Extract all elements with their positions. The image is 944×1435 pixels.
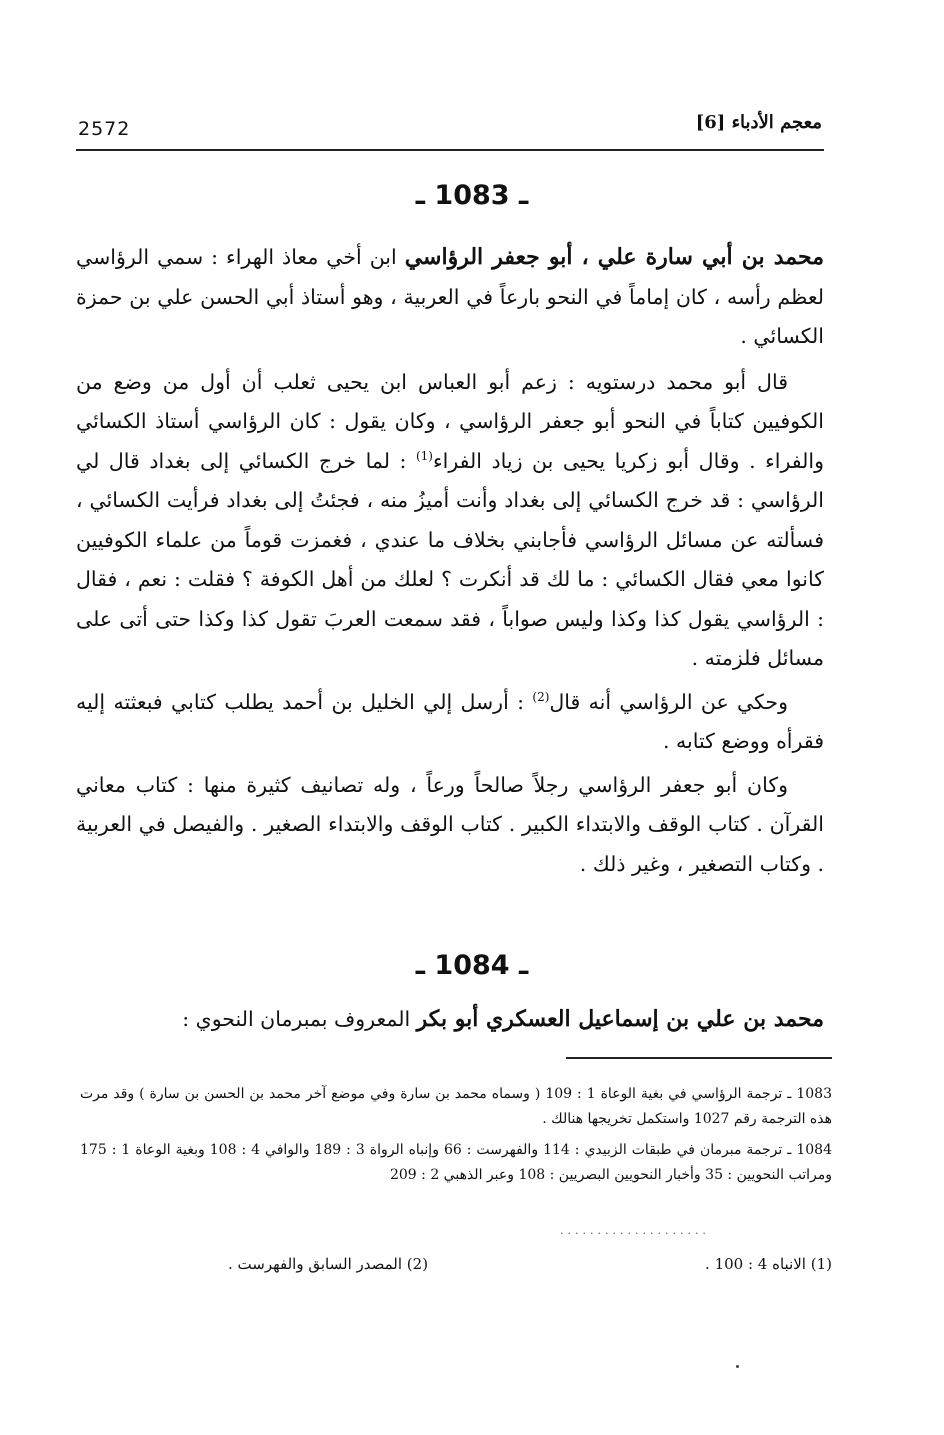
footnote-note-2: (2) المصدر السابق والفهرست . — [228, 1255, 429, 1273]
footnote-marker-2: (2) — [532, 689, 550, 704]
footnote-1084: 1084 ـ ترجمة مبرمان في طبقات الزبيدي : 114 والفهرست : 66 وإنباه الرواة 3 : 189 والوافي 4 : 108 وبغية الوعاة 1 : 175 ومراتب النحويين : 35 وأخبار النحويين البصريين : 108 وعبر الذهبي 2 : 209 — [80, 1142, 832, 1183]
entry-1084-intro-text: المعروف بمبرمان النحوي : — [182, 1007, 417, 1031]
entry-1083-intro-text: ابن أخي معاذ الهراء : سمي الرؤاسي لعظم رأسه ، كان إماماً في النحو بارعاً في العربية ، وهو أستاذ أبي الحسن علي بن حمزة الكسائي . — [76, 245, 824, 348]
entry-number-1083: ـ 1083 ـ — [415, 180, 529, 211]
entry-1083-heading: محمد بن أبي سارة علي ، أبو جعفر الرؤاسي — [404, 244, 824, 270]
header-divider — [76, 149, 824, 151]
paragraph-3-text-b: : أرسل إلي الخليل بن أحمد يطلب كتابي فبعثته إليه فقرأه ووضع كتابه . — [76, 689, 824, 753]
paragraph-2-text-a: قال أبو محمد درستويه : زعم أبو العباس ابن يحيى ثعلب أن أول من وضع من الكوفيين كتاباً في النحو أبو جعفر الرؤاسي ، وكان يقول : كان الرؤاسي أستاذ الكسائي والفراء . وقال أبو زكريا يحيى بن زياد الفراء — [76, 369, 824, 473]
footnote-divider — [566, 1057, 832, 1059]
entry-1084-body — [76, 1000, 824, 1040]
entry-1083-body — [76, 238, 824, 884]
footnotes-block — [80, 1082, 832, 1188]
entry-1083-paragraph-3 — [76, 683, 824, 762]
entry-1083-paragraph-4: وكان أبو جعفر الرؤاسي رجلاً صالحاً ورعاً ، وله تصانيف كثيرة منها : كتاب معاني القرآن . كتاب الوقف والابتداء الكبير . كتاب الوقف والابتداء الصغير . والفيصل في العربية . وكتاب التصغير ، وغير ذلك . — [76, 772, 824, 876]
entry-1083-paragraph-2 — [76, 363, 824, 679]
entry-1084-heading: محمد بن علي بن إسماعيل العسكري أبو بكر — [416, 1006, 824, 1032]
entry-number-1084: ـ 1084 ـ — [415, 950, 529, 981]
footnote-marker-1: (1) — [415, 448, 433, 463]
entry-1084-intro — [76, 1000, 824, 1040]
footnote-dots: .................... — [560, 1224, 710, 1237]
page-number: 2572 — [78, 118, 131, 140]
running-title: معجم الأدباء [6] — [695, 112, 822, 133]
footnote-1083: 1083 ـ ترجمة الرؤاسي في بغية الوعاة 1 : 109 ( وسماه محمد بن سارة وفي موضع آخر محمد بن الحسن بن سارة ) وقد مرت هذه الترجمة رقم 1027 واستكمل تخريجها هنالك . — [80, 1086, 832, 1127]
footnote-note-1: (1) الانباه 4 : 100 . — [705, 1255, 832, 1273]
entry-1083-intro — [76, 238, 824, 357]
page-header — [76, 108, 822, 144]
paragraph-3-text-a: وحكي عن الرؤاسي أنه قال — [549, 689, 789, 714]
scan-speck — [736, 1365, 739, 1368]
paragraph-2-text-b: : لما خرج الكسائي إلى بغداد قال لي الرؤاسي : قد خرج الكسائي إلى بغداد وأنت أميزُ منه ، فجئتُ إلى بغداد فرأيت الكسائي ، فسألته عن مسائل الرؤاسي فأجابني بخلاف ما عندي ، فغمزت قوماً من علماء الكوفيين كانوا معي فقال الكسائي : ما لك قد أنكرت ؟ لعلك من أهل الكوفة ؟ فقلت : نعم ، فقال : الرؤاسي يقول كذا وكذا وليس صواباً ، فقد سمعت العربَ تقول كذا وكذا حتى أتى على مسائل فلزمته . — [76, 448, 824, 670]
